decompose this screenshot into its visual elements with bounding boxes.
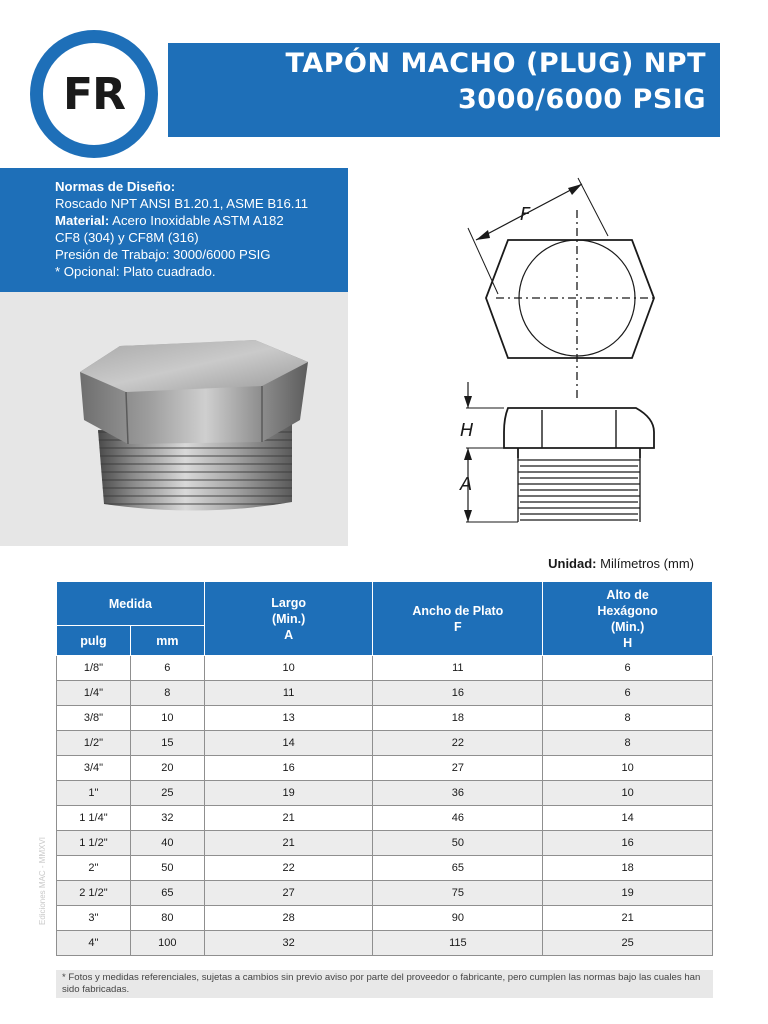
table-cell: 6 [543,656,713,681]
table-cell: 8 [543,706,713,731]
table-cell: 25 [543,931,713,956]
dimensions-table [56,581,713,956]
table-cell: 27 [204,881,373,906]
table-row [57,831,713,856]
table-row [57,806,713,831]
table-cell: 1/2" [57,731,131,756]
table-cell: 22 [373,731,543,756]
table-cell: 46 [373,806,543,831]
table-cell: 16 [204,756,373,781]
table-cell: 20 [130,756,204,781]
table-cell: 3" [57,906,131,931]
table-row [57,756,713,781]
table-row [57,731,713,756]
design-standards-label: Normas de Diseño: [55,179,176,194]
table-cell: 1/4" [57,681,131,706]
hexagon-top-view [486,240,654,358]
table-cell: 8 [130,681,204,706]
material-value-cont: CF8 (304) y CF8M (316) [55,230,199,245]
unit-label-title: Unidad: [548,556,597,571]
unit-label-value: Milímetros (mm) [596,556,694,571]
table-cell: 75 [373,881,543,906]
table-cell: 4" [57,931,131,956]
table-cell: 2" [57,856,131,881]
page-title-line2: 3000/6000 PSIG [458,84,706,115]
table-cell: 22 [204,856,373,881]
table-row [57,881,713,906]
table-cell: 80 [130,906,204,931]
label-a: A [460,474,473,495]
table-cell: 21 [543,906,713,931]
table-row [57,656,713,681]
table-cell: 3/8" [57,706,131,731]
header-largo: Largo (Min.) A [204,582,373,656]
label-h: H [460,420,474,441]
label-f: F [520,204,531,225]
table-cell: 13 [204,706,373,731]
table-cell: 6 [130,656,204,681]
header-mm: mm [130,626,204,656]
photo-panel [0,292,348,546]
table-cell: 25 [130,781,204,806]
material-value: Acero Inoxidable ASTM A182 [109,213,284,228]
header-alto: Alto de Hexágono (Min.) H [543,582,713,656]
table-cell: 10 [543,781,713,806]
table-cell: 19 [204,781,373,806]
design-standards-value: Roscado NPT ANSI B1.20.1, ASME B16.11 [55,196,309,211]
threads [518,458,640,522]
table-cell: 15 [130,731,204,756]
table-cell: 28 [204,906,373,931]
material-label: Material: [55,213,110,228]
table-cell: 1" [57,781,131,806]
table-cell: 3/4" [57,756,131,781]
table-cell: 32 [130,806,204,831]
side-note: Ediciones MAC - MMXVI [38,836,47,925]
table-row [57,706,713,731]
table-cell: 19 [543,881,713,906]
table-cell: 16 [543,831,713,856]
table-cell: 10 [543,756,713,781]
table-cell: 65 [130,881,204,906]
table-row [57,856,713,881]
table-cell: 36 [373,781,543,806]
table-cell: 8 [543,731,713,756]
technical-drawing [440,170,720,530]
working-pressure: Presión de Trabajo: 3000/6000 PSIG [55,247,271,262]
table-cell: 90 [373,906,543,931]
table-cell: 11 [373,656,543,681]
optional-note: * Opcional: Plato cuadrado. [55,264,216,279]
table-cell: 16 [373,681,543,706]
table-row [57,906,713,931]
table-cell: 1 1/4" [57,806,131,831]
table-cell: 50 [130,856,204,881]
table-cell: 115 [373,931,543,956]
product-photo [0,292,348,546]
table-row [57,681,713,706]
logo-text: FR [63,68,125,120]
table-cell: 21 [204,831,373,856]
table-cell: 14 [543,806,713,831]
unit-label [548,556,694,571]
header-pulg: pulg [57,626,131,656]
table-cell: 10 [204,656,373,681]
header-medida: Medida [57,582,205,626]
table-cell: 32 [204,931,373,956]
table-row [57,931,713,956]
table-cell: 11 [204,681,373,706]
footnote: * Fotos y medidas referenciales, sujetas a cambios sin previo aviso por parte del proveedor o fabricante, pero cumplen las normas bajo las cuales han sido fabricadas. [56,970,713,998]
table-cell: 18 [373,706,543,731]
hexagon-side-view [504,408,654,448]
table-cell: 40 [130,831,204,856]
table-cell: 21 [204,806,373,831]
table-cell: 6 [543,681,713,706]
table-cell: 2 1/2" [57,881,131,906]
table-cell: 18 [543,856,713,881]
table-cell: 100 [130,931,204,956]
table-cell: 1/8" [57,656,131,681]
table-cell: 10 [130,706,204,731]
table-cell: 1 1/2" [57,831,131,856]
table-cell: 50 [373,831,543,856]
table-cell: 14 [204,731,373,756]
page-title-line1: TAPÓN MACHO (PLUG) NPT [285,48,706,79]
header-ancho: Ancho de Plato F [373,582,543,656]
specs-text [55,178,340,280]
table-row [57,781,713,806]
table-cell: 27 [373,756,543,781]
table-cell: 65 [373,856,543,881]
